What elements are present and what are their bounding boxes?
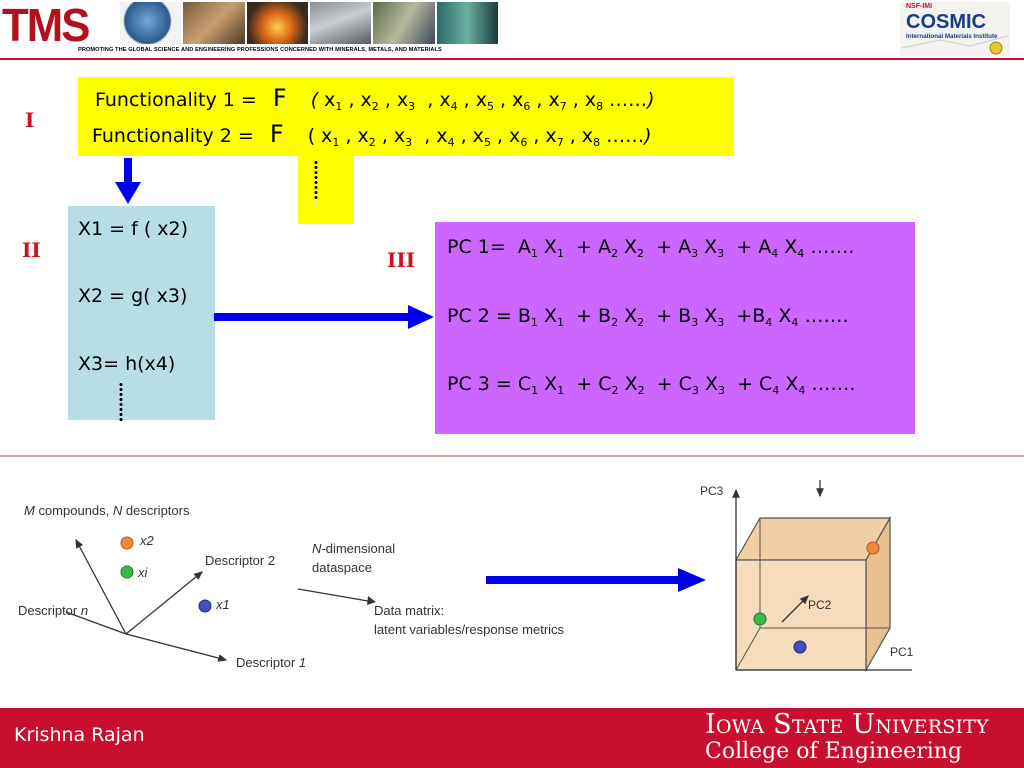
pc-3-equation: PC $3 = C_1$ $X_1 + C_2$ $X_2 + C_3$ $X_3 + C_4$ $X_4$ ……. [447,373,856,397]
section-label-i: I [25,108,35,132]
presenter-name: Krishna Rajan [14,724,145,746]
college-name: College of Engineering [705,739,963,764]
cosmic-name: COSMIC [906,11,986,33]
dataspace-arrow-icon [296,585,378,607]
equation-1: X1 = f ( x2) [78,218,189,240]
globe-photo [120,2,181,44]
data-matrix-label: Data matrix: [374,603,445,618]
functionality-1-ellipsis: …… [609,89,648,111]
x1-label: x1 [216,597,230,612]
section-label-ii: II [22,238,41,262]
cosmic-subtitle: International Materials Institute [906,33,998,40]
functionality-1-prefix: Functionality 1 = [95,89,257,111]
tagline: PROMOTING THE GLOBAL SCIENCE AND ENGINEERING PROFESSIONS CONCERNED WITH MINERALS, METALS, AND MATERIALS [78,47,442,53]
functionality-box-extension [298,156,354,224]
xi-label: xi [138,565,148,580]
down-arrow-icon [112,158,144,206]
pc3-axis-label: PC3 [700,484,724,498]
equation-2: X2 = g( x3) [78,285,188,307]
university-name: Iowa State University [705,709,989,740]
header-photo-strip [120,2,498,44]
lab-photo [310,2,371,44]
section-label-iii: III [387,248,416,272]
compounds-descriptors-title: M compounds, N descriptors [24,503,190,518]
pc-1-equation: PC $1= A_1$ $X_1 + A_2$ $X_2 + A_3$ $X_3 + A_4$ $X_4$ ……. [447,236,855,260]
right-arrow-icon [214,302,436,332]
cosmic-nsf-label: NSF-IMI [906,3,933,10]
microchip-photo [437,2,498,44]
functionality-2-ellipsis: …… [606,125,645,147]
right-arrow-icon [486,566,708,596]
industry-photo [183,2,244,44]
pc1-axis-label: PC1 [890,645,914,659]
functionality-2: Functionality 2 = F ( $x_1$ , $x_2$ , $x_3$ , $x_4$ , $x_5$ , $x_6$ , $x_7$ , $x_8$ ……) [92,120,652,149]
latent-variables-label: latent variables/response metrics [374,622,565,637]
section-divider [0,455,1024,457]
pc2-axis-label: PC2 [808,598,832,612]
equation-3: X3= h(x4) [78,353,176,375]
functionality-2-symbol: F [269,120,284,148]
descriptor-1-label: Descriptor 1 [236,655,307,670]
vertical-ellipsis [119,382,123,422]
descriptor-2-label: Descriptor 2 [205,553,276,568]
vertical-ellipsis [314,160,318,200]
functionality-1-symbol: F [272,84,287,112]
dataspace-label: dataspace [312,560,372,575]
x2-label: x2 [140,533,154,548]
descriptor-n-label: Descriptor n [18,603,89,618]
functionality-2-prefix: Functionality 2 = [92,125,254,147]
machinery-photo [373,2,434,44]
molten-metal-photo [247,2,308,44]
functionality-1: Functionality 1 = F ( $x_1$ , $x_2$ , $x_3$ , $x_4$ , $x_5$ , $x_6$ , $x_7$ , $x_8$ ……) [95,84,655,113]
descriptor-vectors-diagram [14,500,314,680]
n-dimensional-label: N-dimensional [312,541,396,556]
header-rule [0,58,1024,60]
tms-logo: TMS [2,0,89,51]
pc-2-equation: PC $2 = B_1$ $X_1 + B_2$ $X_2 + B_3$ $X_3 +B_4$ $X_4$ ……. [447,305,849,329]
